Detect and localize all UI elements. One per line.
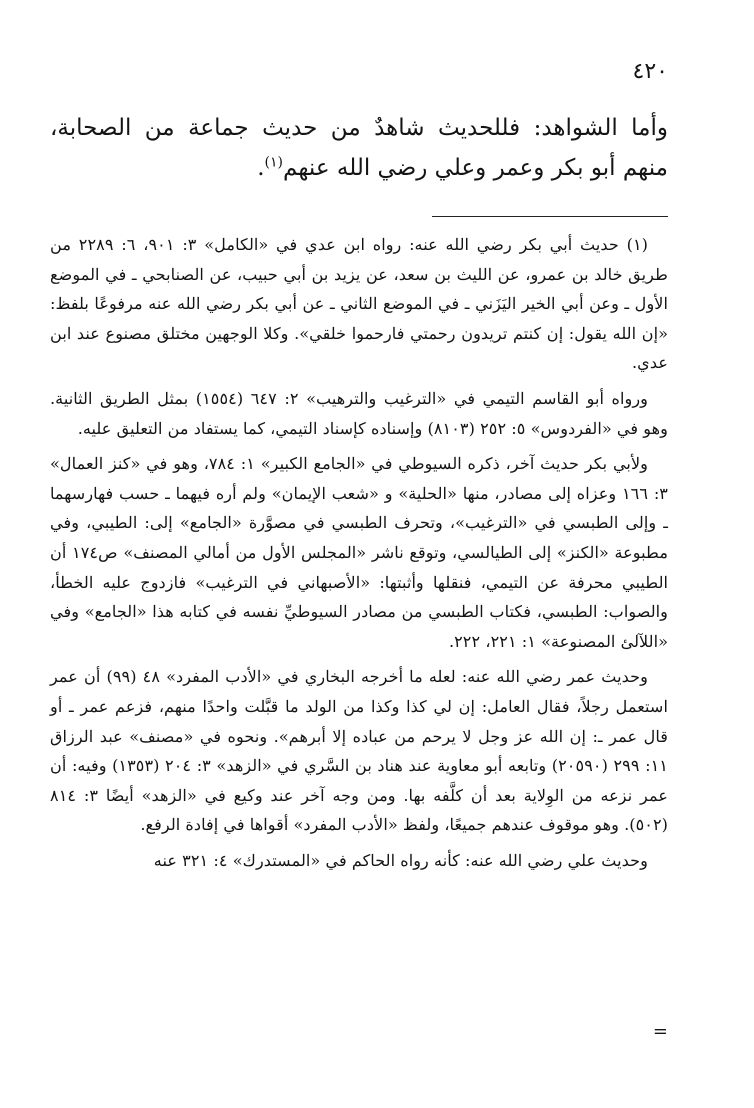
footnote-paragraph: ورواه أبو القاسم التيمي في «الترغيب والترهيب» ٢: ٦٤٧ (١٥٥٤) بمثل الطريق الثانية. وهو في «الفردوس» ٥: ٢٥٢ (٨١٠٣) وإسناده كإسناد التيمي، كما يستفاد من التعليق عليه. [50, 388, 668, 438]
footnote-paragraph: وحديث عمر رضي الله عنه: لعله ما أخرجه البخاري في «الأدب المفرد» ٤٨ (٩٩) أن عمر استعمل رجلاً، فقال العامل: إن لي كذا وكذا من الولد ما قبَّلت واحدًا منهم، فزعم عمر ـ أو قال عمر ـ: إن الله عز وجل لا يرحم من عباده إلا أبرهم». ونحوه في «مصنف» عبد الرزاق ١١: ٢٩٩ (٢٠٥٩٠) وتابعه أبو معاوية عند هناد بن السَّري في «الزهد» ٣: ٢٠٤ (١٣٥٣) وفيه: أن عمر نزعه من الوِلاية بعد أن كلَّفه بها. ومن وجه آخر عند وكيع في «الزهد» أيضًا ٣: ٨١٤ (٥٠٢). وهو موقوف عندهم جميعًا، ولفظ «الأدب المفرد» أقواها في إفادة الرفع. [50, 667, 668, 835]
footnote-paragraph: (١) حديث أبي بكر رضي الله عنه: رواه ابن عدي في «الكامل» ٣: ٩٠١، ٦: ٢٢٨٩ من طريق خالد بن عمرو، عن الليث بن سعد، عن يزيد بن أبي حبيب، عن الصنابحي ـ في الموضع الأول ـ وعن أبي الخير اليَزَني ـ في الموضع الثاني ـ عن أبي بكر رضي الله عنه مرفوعًا بلفظ: «إن الله يقول: إن كنتم تريدون رحمتي فارحموا خلقي». وكلا الوجهين مختلق مصنوع عند ابن عدي. [50, 235, 668, 373]
main-paragraph [50, 108, 668, 188]
main-text [50, 108, 668, 188]
page-number: ٤٢٠ [632, 59, 668, 84]
footnote-paragraph: ولأبي بكر حديث آخر، ذكره السيوطي في «الجامع الكبير» ١: ٧٨٤، وهو في «كنز العمال» ٣: ١٦٦ وعزاه إلى مصادر، منها «الحلية» و «شعب الإيمان» ولم أره فيهما ـ حسب فهارسهما ـ وإلى الطبسي في «الترغيب»، وتحرف الطبسي في مصوَّرة «الجامع» إلى: الطيبي، وفي مطبوعة «الكنز» إلى الطيالسي، وتوقع ناشر «المجلس الأول من أمالي المصنف» ص١٧٤ أن الطيبي محرفة عن التيمي، فنقلها وأثبتها: «الأصبهاني في الترغيب» فازدوج عليه الخطأ، والصواب: الطبسي، فكتاب الطبسي من مصادر السيوطيِّ نفسه في كتابه هذا «الجامع» وفي «اللآلئ المصنوعة» ١: ٢٢١، ٢٢٢. [50, 454, 669, 651]
main-paragraph-end: . [257, 155, 265, 181]
footnote-separator [432, 216, 668, 217]
footnote-reference: (١) [264, 154, 284, 171]
continuation-mark: = [652, 1021, 668, 1042]
footnote-paragraph: وحديث علي رضي الله عنه: كأنه رواه الحاكم في «المستدرك» ٤: ٣٢١ عنه [153, 850, 648, 870]
footnotes [50, 230, 668, 881]
main-paragraph-text: وأما الشواهد: فللحديث شاهدٌ من حديث جماعة من الصحابة، منهم أبو بكر وعمر وعلي رضي الله عنهم [50, 115, 668, 181]
